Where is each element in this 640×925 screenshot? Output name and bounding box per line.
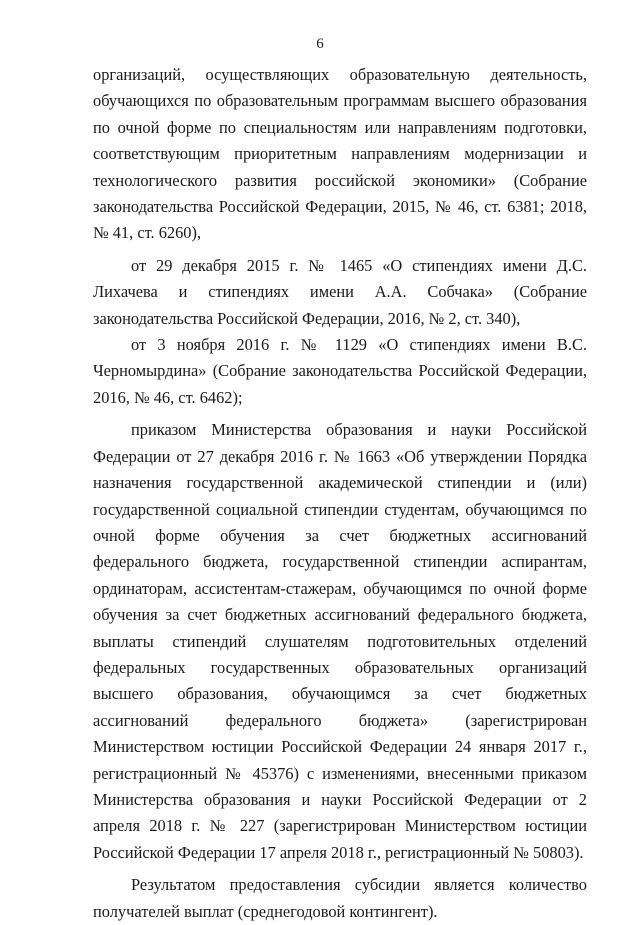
paragraph-chernomyrdin: от 3 ноября 2016 г. № 1129 «О стипендиях имени В.С. Черномырдина» (Собрание законодательства Российской Федерации, 2016, № 46, ст. 6462); <box>93 335 587 407</box>
paragraph-ministry-order: приказом Министерства образования и науки Российской Федерации от 27 декабря 2016 г. № 1663 «Об утверждении Порядка назначения государственной академической стипендии и (или) государственной социальной стипендии студентам, обучающимся по очной форме обучения за счет бюджетных ассигнований федерального бюджета, государственной стипендии аспирантам, ординаторам, ассистентам-стажерам, обучающимся по очной форме обучения за счет бюджетных ассигнований федерального бюджета, выплаты стипендий слушателям подготовительных отделений федеральных государственных образовательных организаций высшего образования, обучающимся за счет бюджетных ассигнований федерального бюджета» (зарегистрирован Министерством юстиции Российской Федерации 24 января 2017 г., регистрационный № 45376) с изменениями, внесенными приказом Министерства образования и науки Российской Федерации от 2 апреля 2018 г. № 227 (зарегистрирован Министерством юстиции Российской Федерации 17 апреля 2018 г., регистрационный № 50803). <box>93 420 587 862</box>
paragraph-continuation: организаций, осуществляющих образовательную деятельность, обучающихся по образовательным программам высшего образования по очной форме по специальностям или направлениям подготовки, соответствующим приоритетным направлениям модернизации и технологического развития российской экономики» (Собрание законодательства Российской Федерации, 2015, № 46, ст. 6381; 2018, № 41, ст. 6260), <box>93 65 587 243</box>
paragraph-subsidy-result: Результатом предоставления субсидии является количество получателей выплат (среднегодовой контингент). <box>93 875 587 921</box>
paragraph-likhachev-sobchak: от 29 декабря 2015 г. № 1465 «О стипендиях имени Д.С. Лихачева и стипендиях имени А.А. Собчака» (Собрание законодательства Российской Федерации, 2016, № 2, ст. 340), <box>93 255 587 328</box>
document-body <box>93 62 587 925</box>
page-number: 6 <box>316 36 324 52</box>
